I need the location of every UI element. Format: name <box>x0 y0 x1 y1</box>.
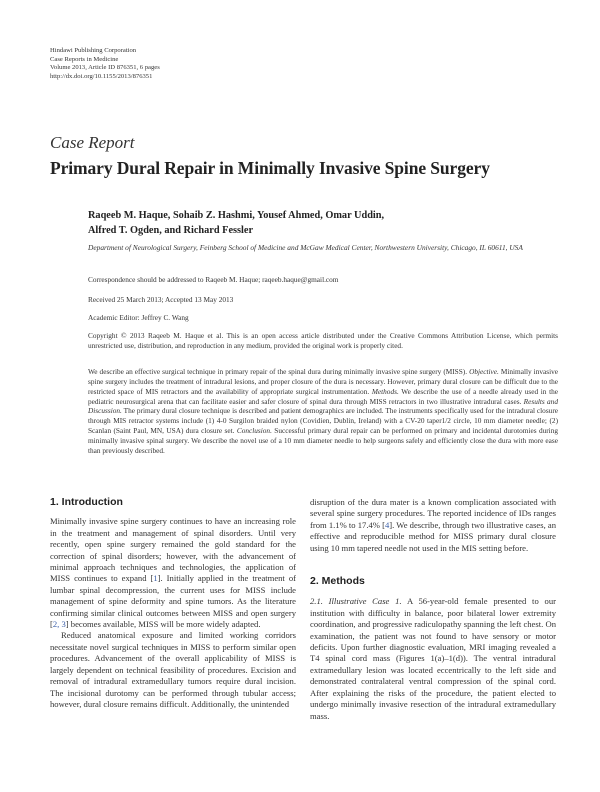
intro-paragraph-1 <box>50 516 296 630</box>
correspondence: Correspondence should be addressed to Raqeeb M. Haque; raqeeb.haque@gmail.com <box>88 275 339 284</box>
introduction-heading: 1. Introduction <box>50 496 123 508</box>
doi-link[interactable]: http://dx.doi.org/10.1155/2013/876351 <box>50 72 153 80</box>
intro-p3-part-b: ]. We describe, through two illustrative cases, an effective and reproducible method for MISS primary dural closure using 10 mm tapered needle not used in the MIS setting before. <box>310 519 556 553</box>
received-dates: Received 25 March 2013; Accepted 13 May 2013 <box>88 295 234 304</box>
methods-heading: 2. Methods <box>310 575 365 588</box>
intro-paragraph-2: Reduced anatomical exposure and limited working corridors necessitate novel surgical techniques in MISS to perform similar open procedures. Advancement of the overall applicability of MISS is largely dependent on technical feasibility of procedures. Excision and removal of intradural extramedullary tumors require dural incision. The incisional durotomy can be performed through tubular access; however, dural closure remains difficult. Additionally, the unintended <box>50 630 296 709</box>
objective-text: Minimally invasive spine surgery includes the treatment of intradural lesions, and proper closure of the dura is necessary. However, primary dural closure can be difficult due to the restricted space of MIS retractors and the availability of appropriate surgical instrumentation. <box>88 367 558 396</box>
authors-line-1: Raqeeb M. Haque, Sohaib Z. Hashmi, Yousef Ahmed, Omar Uddin, <box>88 210 385 221</box>
publisher: Hindawi Publishing Corporation <box>50 47 137 54</box>
intro-p1-part-b: ]. Initially applied in the treatment of lumbar spinal decompression, the current uses for MISS include management of spine deformity and spine tumors. As the literature confirming similar clinical outcomes between MISS and open surgery [ <box>50 573 296 630</box>
conclusion-text: Successful primary dural repair can be performed on primary and incidental durotomies during minimally invasive spinal surgery. We describe the novel use of a 10 mm diameter needle to help surgeons safely and efficiently close the dura with more ease than previously described. <box>88 426 558 455</box>
results-label: Results and Discussion. <box>88 396 558 416</box>
intro-p3-part-a: disruption of the dura mater is a known complication associated with several spine surgery procedures. The reported incidence of IDs ranges from 1.1% to 17.4% [ <box>310 497 556 530</box>
objective-label: Objective. <box>469 367 499 376</box>
academic-editor: Academic Editor: Jeffrey C. Wang <box>88 313 189 322</box>
affiliation: Department of Neurological Surgery, Feinberg School of Medicine and McGaw Medical Center, Northwestern University, Chicago, IL 60611, USA <box>88 243 523 252</box>
case-text: A 56-year-old female presented to our institution with difficulty in balance, poor bilateral lower extremity coordination, and progressive radiculopathy spanning the left chest. On examination, the patient was not found to have sensory or motor deficits. Upon further diagnostic evaluation, MRI imaging revealed a T4 spinal cord mass (Figures 1(a)–1(d)). The ventral intradural extramedullary lesion was located eccentrically to the left side and demonstrated contralateral ventral compression of the spinal cord. After explaining the risks of the procedure, the patient elected to undergo minimally invasive resection of the intradural extramedullary mass. <box>310 596 556 721</box>
journal-header <box>50 47 160 81</box>
methods-paragraph <box>310 596 556 721</box>
journal-name: Case Reports in Medicine <box>50 55 119 63</box>
left-column <box>50 497 296 710</box>
citation-1[interactable]: 1 <box>153 573 158 584</box>
paper-title: Primary Dural Repair in Minimally Invasive Spine Surgery <box>50 158 490 178</box>
author-list <box>88 208 558 238</box>
intro-paragraph-3 <box>310 497 556 554</box>
results-text: The primary dural closure technique is described and patient demographics are included. The instruments specifically used for the intradural closure through MIS retractor systems include (1) 4-0 Surgilon braided nylon (Covidien, Dublin, Ireland) with a CV-20 taper1/2 circle, 10 mm diameter needle; (2) Scanlan (Saint Paul, MN, USA) dura closure set. <box>88 406 558 436</box>
case-label: 2.1. Illustrative Case 1. <box>310 596 402 607</box>
conclusion-label: Conclusion. <box>236 426 272 436</box>
citation-4[interactable]: 4 <box>384 519 390 530</box>
authors-line-2: Alfred T. Ogden, and Richard Fessler <box>88 225 254 236</box>
intro-p1-part-c: ] becomes available, MISS will be more widely adapted. <box>65 619 261 630</box>
intro-p1-part-a: Minimally invasive spine surgery continues to have an increasing role in the treatment and management of spinal disorders. Until very recently, open spine surgery remained the gold standard for the correction of spinal disorders; however, with the advancement of minimal approach techniques and technologies, the application of MISS continues to expand [ <box>50 516 296 584</box>
volume-info: Volume 2013, Article ID 876351, 6 pages <box>50 64 160 72</box>
abstract <box>88 367 558 456</box>
citation-2-3[interactable]: 2, 3 <box>52 619 66 630</box>
methods-text: We describe the use of a needle already used in the pediatric neurosurgical arena that can facilitate easier and safer closure of spinal dura through MISS retractors in two illustrative intradural cases. <box>88 386 558 406</box>
article-type: Case Report <box>50 133 135 152</box>
methods-label: Methods. <box>371 386 399 396</box>
abstract-intro: We describe an effective surgical technique in primary repair of the spinal dura during minimally invasive spine surgery (MISS). <box>88 367 468 376</box>
copyright-notice: Copyright © 2013 Raqeeb M. Haque et al. This is an open access article distributed under the Creative Commons Attribution License, which permits unrestricted use, distribution, and reproduction in any medium, provided the original work is properly cited. <box>88 331 558 350</box>
right-column <box>310 497 556 722</box>
